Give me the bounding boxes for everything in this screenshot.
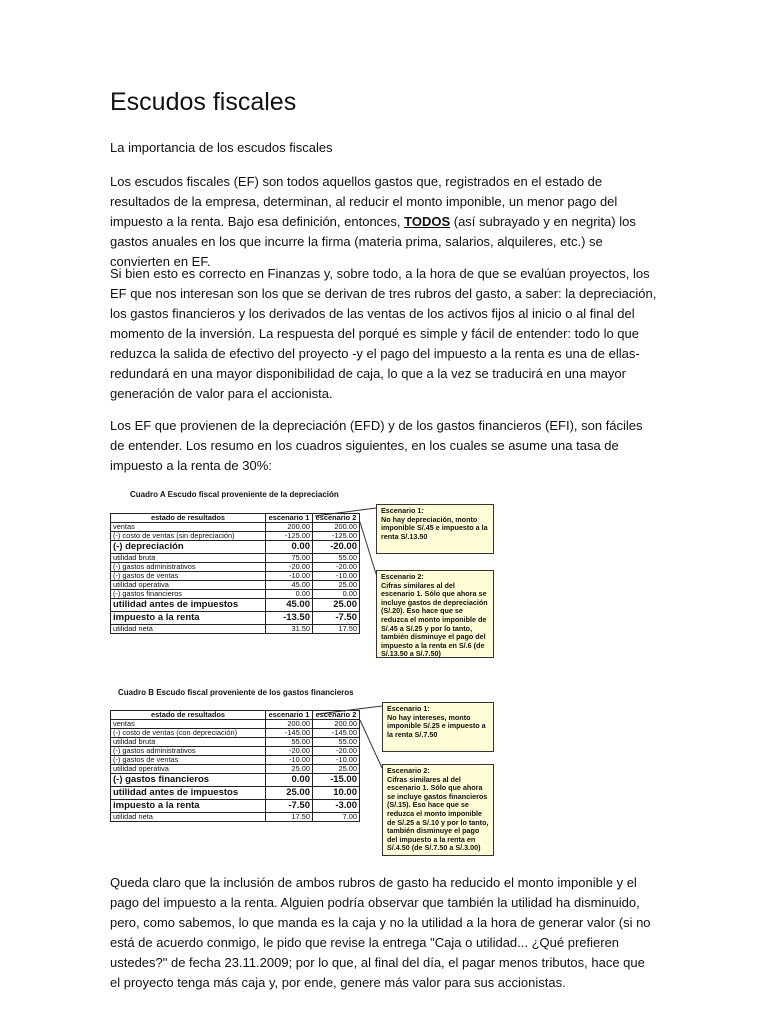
- row-label: (-) gastos administrativos: [111, 747, 266, 756]
- escenario-2-value: 200.00: [313, 523, 360, 532]
- escenario-2-value: 25.00: [313, 581, 360, 590]
- escenario-1-value: -10.00: [266, 756, 313, 765]
- escenario-1-value: 17.50: [266, 813, 313, 822]
- escenario-2-value: -10.00: [313, 572, 360, 581]
- escenario-1-value: -20.00: [266, 747, 313, 756]
- row-label: ventas: [111, 523, 266, 532]
- paragraph-3: Los EF que provienen de la depreciación (EFD) y de los gastos financieros (EFI), son fáciles de entender. Los resumo en los cuadros siguientes, en los cuales se asume una tasa de impuesto a la renta de 30%:: [110, 418, 643, 473]
- cuadro-b-title: Cuadro B Escudo fiscal proveniente de los gastos financieros: [118, 688, 354, 697]
- note-heading: Escenario 2:: [387, 766, 430, 775]
- note-text: No hay depreciación, monto imponible S/.45 e impuesto a la renta S/.13.50: [381, 514, 488, 541]
- row-label: (-) gastos de ventas: [111, 572, 266, 581]
- escenario-2-value: -125.00: [313, 532, 360, 541]
- escenario-2-value: -20.00: [313, 747, 360, 756]
- paragraph-1-part-a: Los escudos fiscales (EF) son todos aquellos gastos que, registrados en el estado de resultados de la empresa, determinan, al reducir el monto imponible, un menor pago del impuesto a la renta. Bajo esa definición, entonces,: [110, 174, 618, 229]
- row-label: utilidad antes de impuestos: [111, 599, 266, 612]
- row-label: utilidad neta: [111, 625, 266, 634]
- escenario-2-value: -10.00: [313, 756, 360, 765]
- row-label: impuesto a la renta: [111, 612, 266, 625]
- page-title: Escudos fiscales: [110, 88, 297, 116]
- escenario-1-value: 45.00: [266, 581, 313, 590]
- escenario-2-value: -15.00: [313, 774, 360, 787]
- escenario-2-value: -3.00: [313, 800, 360, 813]
- escenario-2-value: 7.00: [313, 813, 360, 822]
- note-text: Cifras similares al del escenario 1. Sólo que ahora se incluye gastos financieros (S/.15). Eso hace que se reduzca el monto imponible de S/.25 a S/.10 y por lo tanto, también disminuye el pago del impuesto a la renta en S/.4.50 (de S/.7.50 a S/.3.00): [387, 774, 489, 853]
- escenario-1-value: 200.00: [266, 523, 313, 532]
- cuadro-a-connectors: [110, 490, 500, 660]
- row-label: utilidad antes de impuestos: [111, 787, 266, 800]
- escenario-1-value: 0.00: [266, 590, 313, 599]
- escenario-2-value: 0.00: [313, 590, 360, 599]
- cuadro-a-figure: [110, 490, 500, 660]
- row-label: utilidad operativa: [111, 765, 266, 774]
- row-label: utilidad bruta: [111, 738, 266, 747]
- paragraph-1-part-b: (así subrayado y en negrita) los gastos anuales en los que incurre la firma (materia prima, salarios, alquileres, etc.) se convierten en EF.: [110, 214, 636, 269]
- connector-line: [360, 720, 382, 768]
- note-heading: Escenario 1:: [387, 704, 430, 713]
- escenario-1-value: 25.00: [266, 787, 313, 800]
- note-heading: Escenario 2:: [381, 572, 424, 581]
- row-label: (-) depreciación: [111, 541, 266, 554]
- escenario-2-value: 10.00: [313, 787, 360, 800]
- escenario-1-value: -13.50: [266, 612, 313, 625]
- escenario-1-value: 0.00: [266, 774, 313, 787]
- escenario-2-value: -20.00: [313, 541, 360, 554]
- escenario-2-value: -7.50: [313, 612, 360, 625]
- escenario-1-value: -145.00: [266, 729, 313, 738]
- row-label: ventas: [111, 720, 266, 729]
- row-label: utilidad neta: [111, 813, 266, 822]
- escenario-2-value: 200.00: [313, 720, 360, 729]
- row-label: (-) gastos financieros: [111, 590, 266, 599]
- row-label: utilidad operativa: [111, 581, 266, 590]
- note-heading: Escenario 1:: [381, 506, 424, 515]
- cuadro-b-figure: [110, 688, 500, 858]
- subtitle: La importancia de los escudos fiscales: [110, 140, 333, 155]
- header-estado: estado de resultados: [111, 711, 266, 720]
- escenario-1-value: 25.00: [266, 765, 313, 774]
- note-text: Cifras similares al del escenario 1. Sólo que ahora se incluye gastos de depreciación (S/.20). Eso hace que se reduzca el monto imponible de S/.45 a S/.25 y por lo tanto, también disminuye el pago del impuesto a la renta en S/.6 (de S/.13.50 a S/.7.50): [381, 580, 488, 659]
- row-label: (-) gastos financieros: [111, 774, 266, 787]
- escenario-1-value: 45.00: [266, 599, 313, 612]
- row-label: impuesto a la renta: [111, 800, 266, 813]
- escenario-2-value: -20.00: [313, 563, 360, 572]
- escenario-2-value: 55.00: [313, 554, 360, 563]
- escenario-2-value: 55.00: [313, 738, 360, 747]
- emphasis-todos: TODOS: [404, 214, 451, 229]
- escenario-1-value: 55.00: [266, 738, 313, 747]
- escenario-1-value: -20.00: [266, 563, 313, 572]
- row-label: (-) costo de ventas (sin depreciación): [111, 532, 266, 541]
- note-text: No hay intereses, monto imponible S/.25 e impuesto a la renta S/.7.50: [387, 712, 486, 739]
- escenario-1-value: 0.00: [266, 541, 313, 554]
- paragraph-4: Queda claro que la inclusión de ambos rubros de gasto ha reducido el monto imponible y el pago del impuesto a la renta. Alguien podría observar que también la utilidad ha disminuido, pero, como sabemos, lo que manda es la caja y no la utilidad a la hora de generar valor (si no está de acuerdo conmigo, le pido que revise la entrega "Caja o utilidad... ¿Qué prefieren ustedes?" de fecha 23.11.2009; por lo que, al final del día, el pagar menos tributos, hace que el proyecto tenga más caja y, por ende, genere más valor para sus accionistas.: [110, 875, 651, 990]
- paragraph-2: Si bien esto es correcto en Finanzas y, sobre todo, a la hora de que se evalúan proyectos, los EF que nos interesan son los que se derivan de tres rubros del gasto, a saber: la depreciación, los gastos financieros y los derivados de las ventas de los activos fijos al inicio o al final del momento de la inversión. La respuesta del porqué es simple y fácil de entender: todo lo que reduzca la salida de efectivo del proyecto -y el pago del impuesto a la renta es una de ellas- redundará en una mayor disponibilidad de caja, lo que a la vez se traducirá en una mayor generación de valor para el accionista.: [110, 266, 657, 401]
- connector-line: [318, 706, 382, 714]
- header-escenario-1: escenario 1: [266, 514, 313, 523]
- escenario-1-value: 75.00: [266, 554, 313, 563]
- header-escenario-2: escenario 2: [313, 514, 360, 523]
- header-escenario-1: escenario 1: [266, 711, 313, 720]
- paragraph-1: [110, 172, 658, 272]
- escenario-2-value: 25.00: [313, 765, 360, 774]
- row-label: (-) gastos de ventas: [111, 756, 266, 765]
- connector-line: [315, 508, 376, 516]
- cuadro-b-connectors: [110, 688, 500, 858]
- row-label: utilidad bruta: [111, 554, 266, 563]
- escenario-2-value: 17.50: [313, 625, 360, 634]
- connector-line: [360, 522, 376, 574]
- escenario-2-value: -145.00: [313, 729, 360, 738]
- escenario-1-value: 200.00: [266, 720, 313, 729]
- header-escenario-2: escenario 2: [313, 711, 360, 720]
- escenario-1-value: -125.00: [266, 532, 313, 541]
- cuadro-a-title: Cuadro A Escudo fiscal proveniente de la depreciación: [130, 490, 339, 499]
- escenario-1-value: 31.50: [266, 625, 313, 634]
- row-label: (-) gastos administrativos: [111, 563, 266, 572]
- escenario-1-value: -10.00: [266, 572, 313, 581]
- escenario-2-value: 25.00: [313, 599, 360, 612]
- header-estado: estado de resultados: [111, 514, 266, 523]
- escenario-1-value: -7.50: [266, 800, 313, 813]
- row-label: (-) costo de ventas (con depreciación): [111, 729, 266, 738]
